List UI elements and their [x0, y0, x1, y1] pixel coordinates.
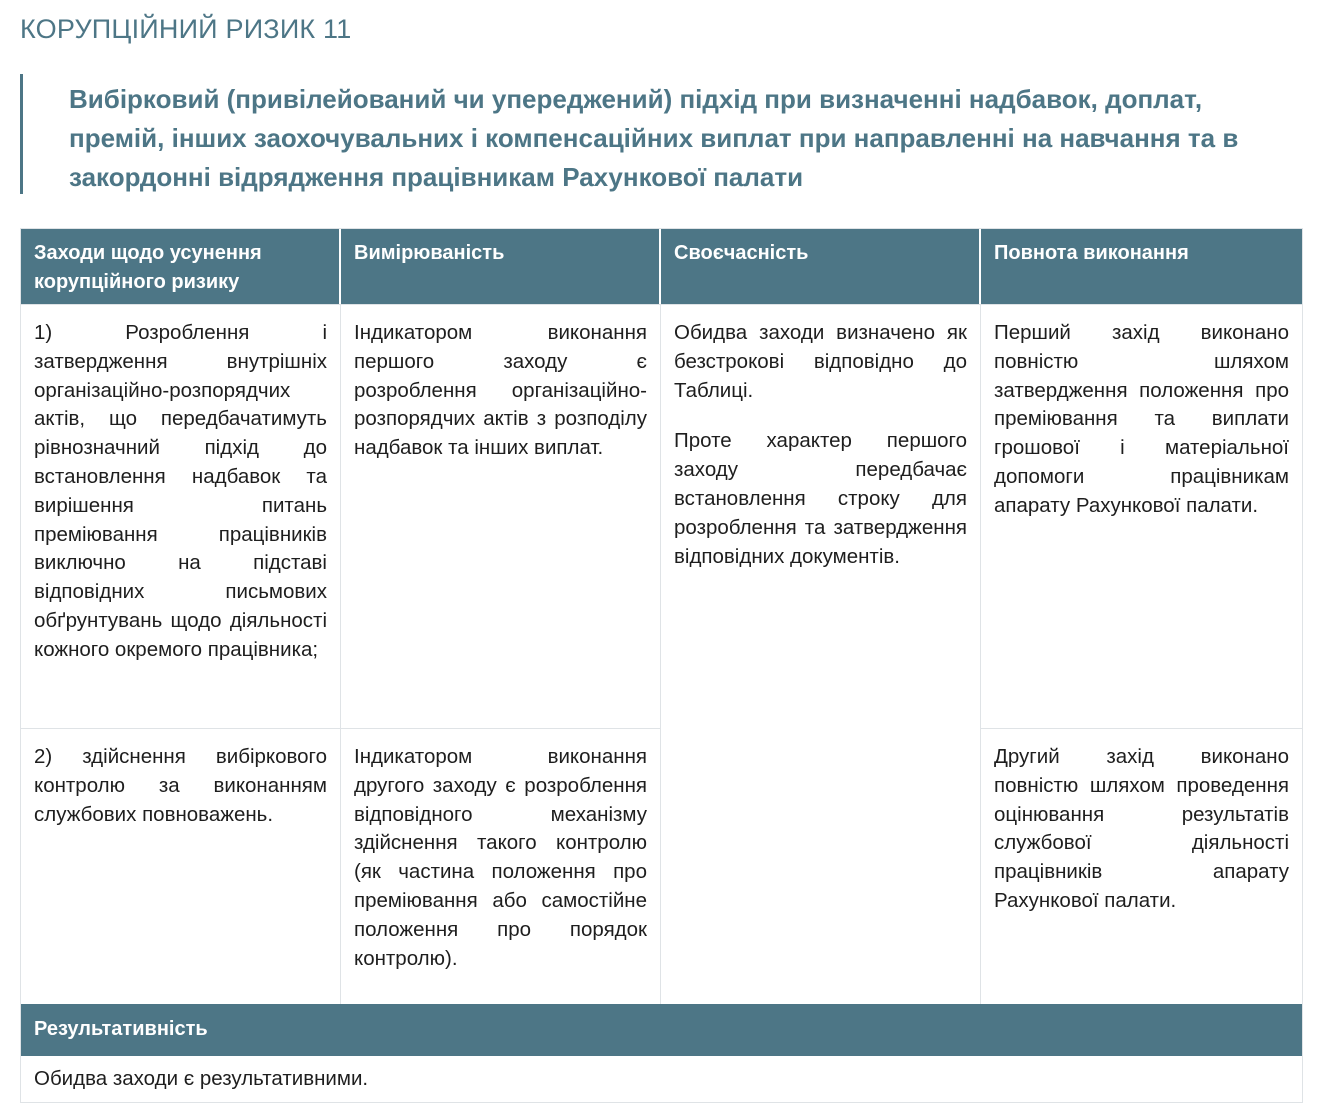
cell-measurability-2: Індикатором виконання другого заходу є розроблення відповідного механізму здійснення такого контролю (як частина положення про преміювання або самостійне положення про порядок контролю).	[341, 728, 661, 1004]
effectiveness-header: Результативність	[21, 1004, 1302, 1056]
cell-measure-1: 1) Розроблення і затвердження внутрішніх організаційно-розпорядчих актів, що передбачатимуть рівнозначний підхід до встановлення надбавок та вирішення питань преміювання працівників виключно на підставі відповідних письмових обґрунтувань щодо діяльності кожного окремого працівника;	[21, 304, 341, 728]
header-timeliness: Своєчасність	[661, 229, 981, 304]
timeliness-paragraph-1: Обидва заходи визначено як безстрокові відповідно до Таблиці.	[674, 321, 967, 402]
header-measures: Заходи щодо усунення корупційного ризику	[21, 229, 341, 304]
risk-table	[20, 228, 1303, 1103]
heading-block	[20, 74, 1304, 194]
header-completeness: Повнота виконання	[994, 242, 1189, 264]
timeliness-paragraph-2: Проте характер першого заходу передбачає встановлення строку для розроблення та затвердження відповідних документів.	[674, 429, 967, 568]
table-header-row	[21, 229, 1302, 304]
cell-completeness-2: Другий захід виконано повністю шляхом проведення оцінювання результатів службової діяльності працівників апарату Рахункової палати.	[981, 728, 1302, 1004]
table-body	[21, 304, 1302, 1004]
risk-label: КОРУПЦІЙНИЙ РИЗИК 11	[20, 14, 352, 44]
cell-completeness-1: Перший захід виконано повністю шляхом затвердження положення про преміювання та виплати грошової і матеріальної допомоги працівникам апарату Рахункової палати.	[981, 304, 1302, 728]
risk-heading: Вибірковий (привілейований чи упереджений) підхід при визначенні надбавок, доплат, премій, інших заохочувальних і компенсаційних виплат при направленні на навчання та в закордонні відрядження працівникам Рахункової палати	[69, 84, 1239, 192]
header-measurability: Вимірюваність	[341, 229, 661, 304]
cell-measurability-1: Індикатором виконання першого заходу є розроблення організаційно-розпорядчих актів з розподілу надбавок та інших виплат.	[341, 304, 661, 728]
effectiveness-text: Обидва заходи є результативними.	[34, 1067, 369, 1090]
cell-timeliness	[661, 304, 981, 1004]
cell-measure-2: 2) здійснення вибіркового контролю за виконанням службових повноважень.	[21, 728, 341, 1004]
